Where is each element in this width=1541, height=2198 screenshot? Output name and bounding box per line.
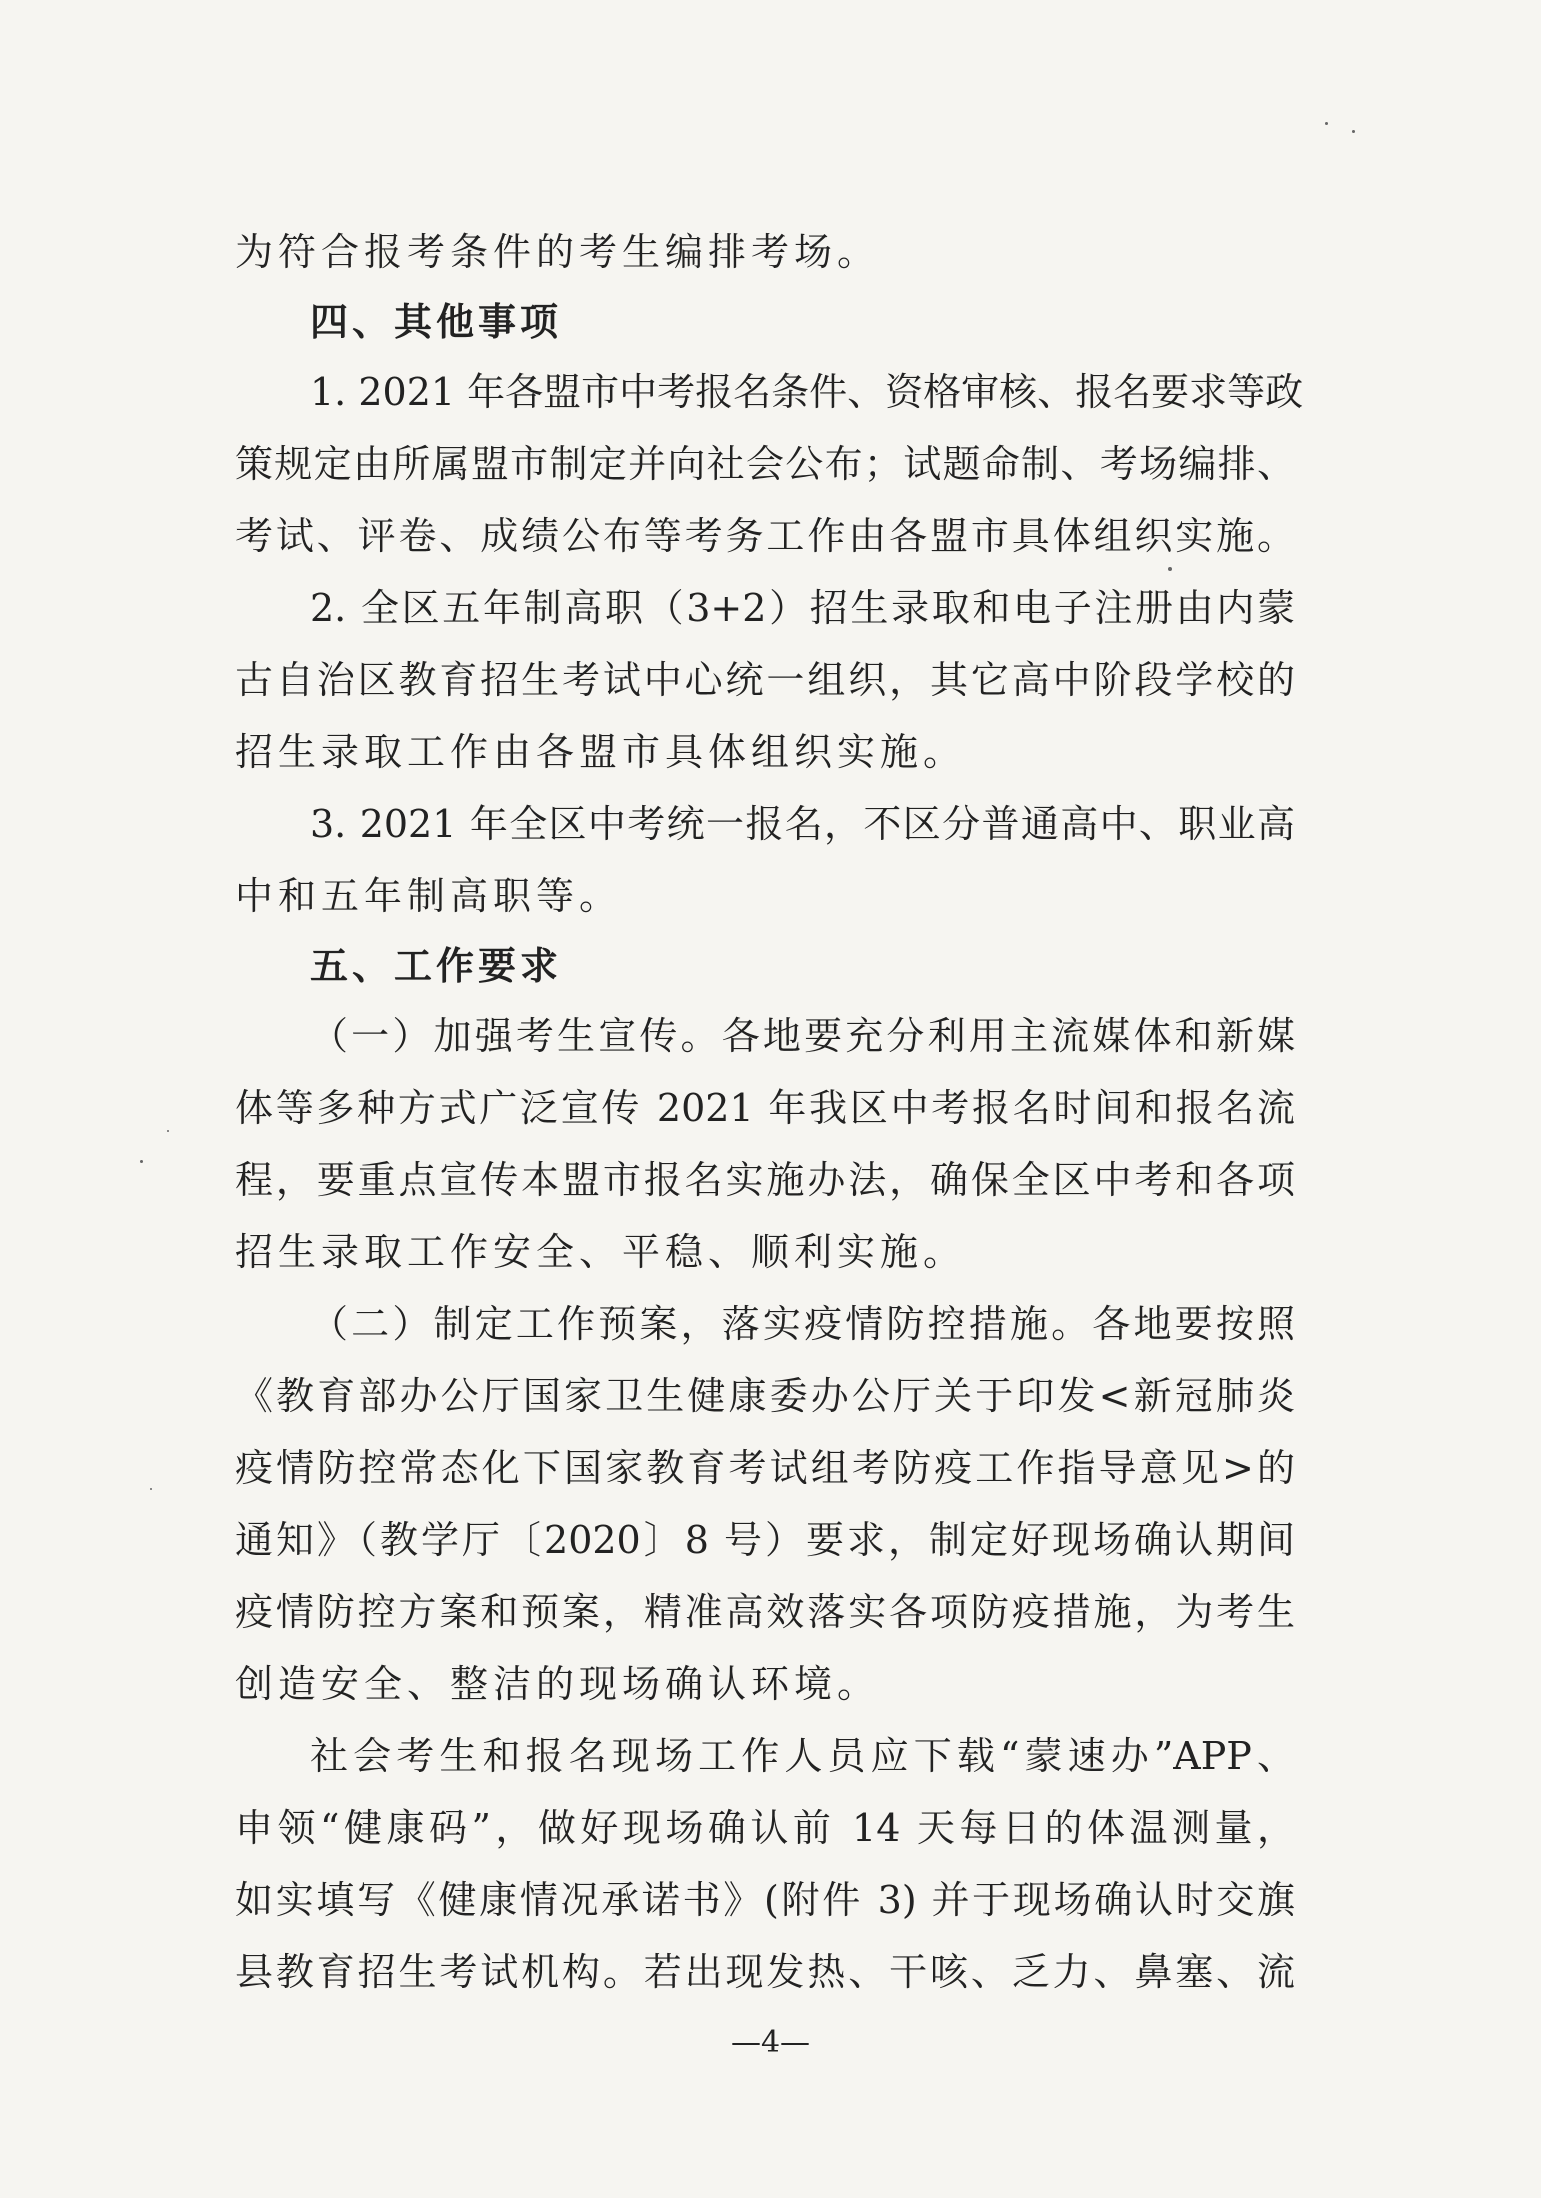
text-line: 体等多种方式广泛宣传 2021 年我区中考报名时间和报名流 xyxy=(235,1086,1295,1130)
scan-speck xyxy=(1352,130,1355,133)
scan-speck xyxy=(150,1488,152,1490)
text-line: 县教育招生考试机构。若出现发热、干咳、乏力、鼻塞、流 xyxy=(235,1950,1295,1994)
text-line: 程，要重点宣传本盟市报名实施办法，确保全区中考和各项 xyxy=(235,1158,1295,1202)
text-line: 申领“健康码”，做好现场确认前 14 天每日的体温测量， xyxy=(235,1806,1295,1850)
text-line: 疫情防控常态化下国家教育考试组考防疫工作指导意见>的 xyxy=(235,1446,1295,1490)
scan-speck xyxy=(167,1130,169,1132)
page-number: —4— xyxy=(730,2025,811,2060)
scan-speck xyxy=(1168,567,1172,571)
text-line: 招生录取工作安全、平稳、顺利实施。 xyxy=(235,1230,967,1274)
text-line: 中和五年制高职等。 xyxy=(235,874,623,918)
text-line: 《教育部办公厅国家卫生健康委办公厅关于印发<新冠肺炎 xyxy=(235,1374,1295,1418)
scan-speck xyxy=(1325,122,1328,125)
text-line: 招生录取工作由各盟市具体组织实施。 xyxy=(235,730,967,774)
text-line: 古自治区教育招生考试中心统一组织，其它高中阶段学校的 xyxy=(235,658,1295,702)
text-line: 3. 2021 年全区中考统一报名，不区分普通高中、职业高 xyxy=(310,802,1295,846)
text-line: 通知》（教学厅〔2020〕8 号）要求，制定好现场确认期间 xyxy=(235,1518,1295,1562)
text-line: 社会考生和报名现场工作人员应下载“蒙速办”APP、 xyxy=(310,1734,1295,1778)
text-line: （一）加强考生宣传。各地要充分利用主流媒体和新媒 xyxy=(310,1014,1295,1058)
text-line: 1. 2021 年各盟市中考报名条件、资格审核、报名要求等政 xyxy=(310,370,1304,414)
text-line: 创造安全、整洁的现场确认环境。 xyxy=(235,1662,881,1706)
text-line: 为符合报考条件的考生编排考场。 xyxy=(235,230,881,274)
text-line: 疫情防控方案和预案，精准高效落实各项防疫措施，为考生 xyxy=(235,1590,1295,1634)
section-heading: 四、其他事项 xyxy=(310,300,563,344)
text-line: （二）制定工作预案，落实疫情防控措施。各地要按照 xyxy=(310,1302,1295,1346)
section-heading: 五、工作要求 xyxy=(310,944,563,988)
text-line: 策规定由所属盟市制定并向社会公布；试题命制、考场编排、 xyxy=(235,442,1295,486)
text-line: 如实填写《健康情况承诺书》(附件 3) 并于现场确认时交旗 xyxy=(235,1878,1295,1922)
text-line: 考试、评卷、成绩公布等考务工作由各盟市具体组织实施。 xyxy=(235,514,1295,558)
text-line: 2. 全区五年制高职（3+2）招生录取和电子注册由内蒙 xyxy=(310,586,1295,630)
scan-speck xyxy=(140,1160,143,1163)
